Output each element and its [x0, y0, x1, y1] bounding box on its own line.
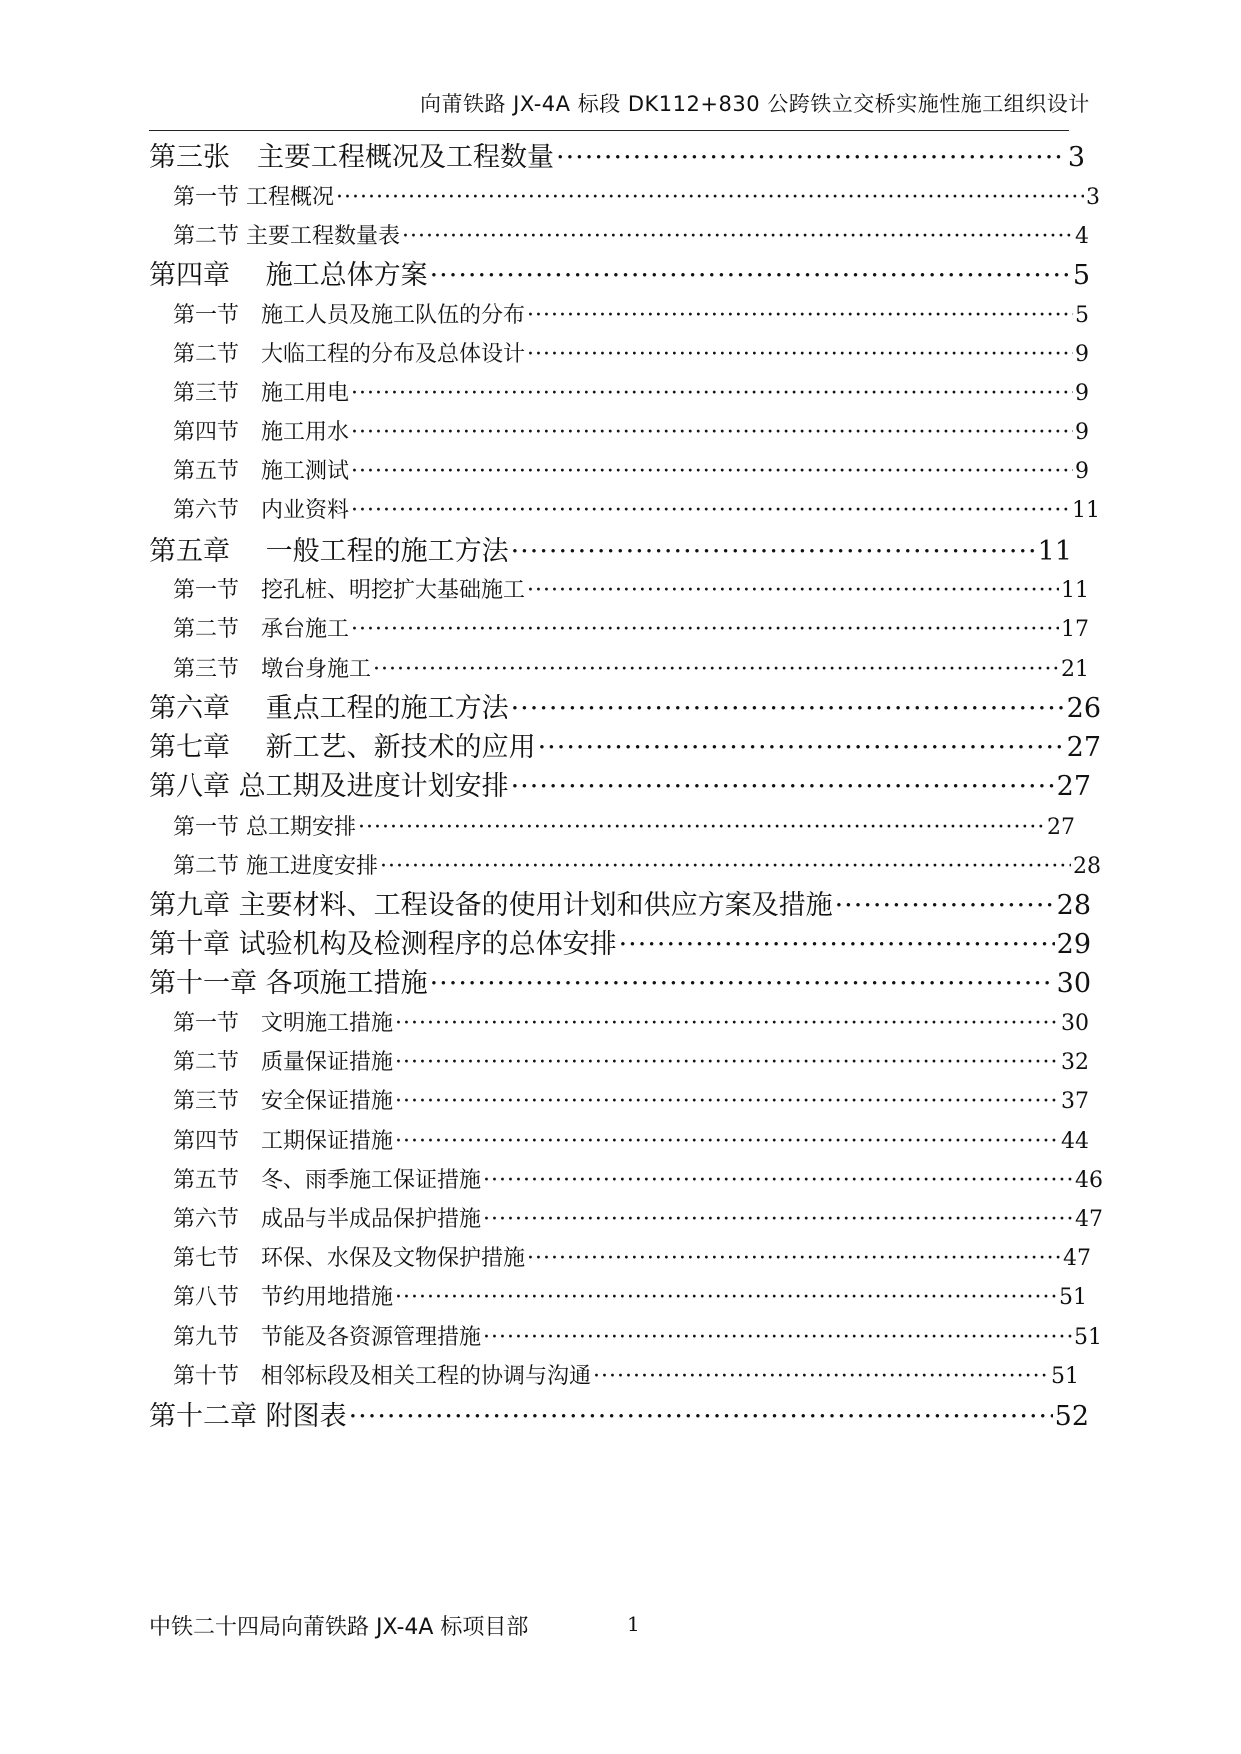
toc-entry-label: 第二节 施工进度安排 — [173, 854, 378, 879]
page-header-title: 向莆铁路 JX-4A 标段 DK112+830 公跨铁立交桥实施性施工组织设计 — [420, 92, 1090, 116]
toc-entry-section[interactable] — [173, 573, 1089, 604]
toc-page-number: 4 — [1075, 224, 1089, 249]
toc-entry-section[interactable] — [173, 219, 1089, 250]
toc-page-number: 51 — [1051, 1364, 1079, 1389]
toc-entry-chapter-7[interactable] — [149, 725, 1101, 764]
toc-entry-label: 第一节 文明施工措施 — [173, 1011, 394, 1036]
toc-dot-leader — [351, 459, 1073, 484]
toc-page-number: 44 — [1061, 1129, 1089, 1154]
toc-entry-section[interactable] — [173, 1084, 1089, 1115]
toc-entry-label: 第二节 质量保证措施 — [173, 1050, 394, 1075]
toc-dot-leader — [351, 381, 1073, 406]
toc-entry-chapter-12[interactable] — [149, 1394, 1089, 1433]
toc-page-number: 9 — [1075, 420, 1089, 445]
toc-page-number: 28 — [1073, 854, 1101, 879]
toc-dot-leader — [402, 224, 1073, 249]
toc-page-number: 47 — [1075, 1207, 1103, 1232]
toc-dot-leader — [373, 657, 1059, 682]
toc-entry-label: 第七章 新工艺、新技术的应用 — [149, 732, 536, 763]
toc-dot-leader — [593, 1364, 1049, 1389]
toc-entry-section[interactable] — [173, 337, 1089, 368]
toc-entry-section[interactable] — [173, 298, 1089, 329]
toc-entry-label: 第二节 承台施工 — [173, 617, 350, 642]
toc-page-number: 26 — [1066, 693, 1101, 724]
toc-page-number: 3 — [1086, 185, 1100, 210]
toc-entry-section[interactable] — [173, 810, 1075, 841]
toc-entry-section[interactable] — [173, 612, 1089, 643]
toc-entry-label: 第九节 节能及各资源管理措施 — [173, 1325, 482, 1350]
toc-dot-leader — [483, 1325, 1072, 1350]
toc-entry-section[interactable] — [173, 180, 1100, 211]
toc-entry-label: 第六节 内业资料 — [173, 498, 350, 523]
toc-page-number: 32 — [1061, 1050, 1089, 1075]
toc-page-number: 9 — [1075, 381, 1089, 406]
toc-entry-label: 第一节 工程概况 — [173, 185, 334, 210]
toc-entry-label: 第十章 试验机构及检测程序的总体安排 — [149, 929, 617, 960]
toc-dot-leader — [483, 1207, 1073, 1232]
toc-page-number: 30 — [1056, 968, 1091, 999]
toc-entry-label: 第六章 重点工程的施工方法 — [149, 693, 509, 724]
toc-entry-label: 第九章 主要材料、工程设备的使用计划和供应方案及措施 — [149, 890, 833, 921]
toc-entry-label: 第三节 施工用电 — [173, 381, 350, 406]
toc-page-number: 52 — [1054, 1401, 1089, 1432]
toc-entry-section[interactable] — [173, 849, 1101, 880]
toc-entry-section[interactable] — [173, 376, 1089, 407]
toc-entry-chapter-6[interactable] — [149, 686, 1101, 725]
toc-entry-label: 第八节 节约用地措施 — [173, 1285, 394, 1310]
toc-dot-leader — [351, 498, 1070, 523]
toc-entry-label: 第四章 施工总体方案 — [149, 260, 428, 291]
toc-page-number: 11 — [1072, 498, 1100, 523]
toc-entry-label: 第五节 施工测试 — [173, 459, 350, 484]
toc-entry-section[interactable] — [173, 1006, 1089, 1037]
toc-dot-leader — [395, 1089, 1059, 1114]
toc-page-number: 37 — [1061, 1089, 1089, 1114]
toc-entry-section[interactable] — [173, 415, 1089, 446]
toc-dot-leader — [527, 578, 1059, 603]
toc-dot-leader — [527, 303, 1073, 328]
toc-entry-section[interactable] — [173, 652, 1089, 683]
toc-entry-chapter-8[interactable] — [149, 764, 1091, 803]
toc-entry-label: 第六节 成品与半成品保护措施 — [173, 1207, 482, 1232]
toc-entry-chapter-4[interactable] — [149, 253, 1090, 292]
toc-entry-section[interactable] — [173, 1202, 1103, 1233]
toc-dot-leader — [395, 1011, 1059, 1036]
toc-entry-section[interactable] — [173, 493, 1100, 524]
toc-entry-label: 第十节 相邻标段及相关工程的协调与沟通 — [173, 1364, 592, 1389]
toc-dot-leader — [395, 1285, 1057, 1310]
toc-entry-chapter-5[interactable] — [149, 529, 1072, 568]
toc-entry-section[interactable] — [173, 1359, 1079, 1390]
footer-organization: 中铁二十四局向莆铁路 JX-4A 标项目部 — [149, 1615, 529, 1640]
toc-dot-leader — [430, 968, 1055, 999]
toc-dot-leader — [349, 1401, 1053, 1432]
toc-page-number: 9 — [1075, 459, 1089, 484]
toc-entry-label: 第一节 总工期安排 — [173, 815, 356, 840]
toc-page-number: 51 — [1059, 1285, 1087, 1310]
toc-dot-leader — [619, 929, 1055, 960]
toc-page-number: 47 — [1063, 1246, 1091, 1271]
toc-entry-section[interactable] — [173, 1280, 1087, 1311]
toc-entry-label: 第二节 主要工程数量表 — [173, 224, 400, 249]
toc-entry-section[interactable] — [173, 1124, 1089, 1155]
toc-entry-chapter-10[interactable] — [149, 922, 1091, 961]
toc-entry-label: 第四节 工期保证措施 — [173, 1129, 394, 1154]
toc-entry-section[interactable] — [173, 1241, 1091, 1272]
toc-entry-chapter-9[interactable] — [149, 883, 1091, 922]
toc-entry-label: 第一节 挖孔桩、明挖扩大基础施工 — [173, 578, 526, 603]
toc-entry-label: 第三节 墩台身施工 — [173, 657, 372, 682]
toc-dot-leader — [556, 142, 1066, 173]
toc-entry-label: 第二节 大临工程的分布及总体设计 — [173, 342, 526, 367]
toc-page-number: 17 — [1061, 617, 1089, 642]
toc-entry-label: 第四节 施工用水 — [173, 420, 350, 445]
toc-dot-leader — [527, 342, 1073, 367]
toc-page-number: 5 — [1072, 260, 1090, 291]
toc-dot-leader — [351, 420, 1073, 445]
toc-dot-leader — [511, 693, 1065, 724]
toc-page-number: 11 — [1061, 578, 1089, 603]
toc-dot-leader — [511, 771, 1055, 802]
toc-entry-label: 第三节 安全保证措施 — [173, 1089, 394, 1114]
toc-page-number: 30 — [1061, 1011, 1089, 1036]
toc-entry-label: 第十一章 各项施工措施 — [149, 968, 428, 999]
toc-dot-leader — [538, 732, 1065, 763]
toc-entry-label: 第三张 主要工程概况及工程数量 — [149, 142, 554, 173]
toc-dot-leader — [336, 185, 1084, 210]
toc-entry-label: 第八章 总工期及进度计划安排 — [149, 771, 509, 802]
footer-page-number: 1 — [627, 1612, 640, 1636]
toc-entry-section[interactable] — [173, 1045, 1089, 1076]
toc-dot-leader — [430, 260, 1071, 291]
toc-page-number: 29 — [1056, 929, 1091, 960]
toc-page-number: 46 — [1075, 1168, 1103, 1193]
toc-page-number: 5 — [1075, 303, 1089, 328]
toc-entry-label: 第一节 施工人员及施工队伍的分布 — [173, 303, 526, 328]
toc-dot-leader — [395, 1129, 1059, 1154]
toc-page-number: 28 — [1056, 890, 1091, 921]
toc-entry-section[interactable] — [173, 1320, 1102, 1351]
toc-page-number: 27 — [1056, 771, 1091, 802]
toc-entry-label: 第五节 冬、雨季施工保证措施 — [173, 1168, 482, 1193]
toc-page-number: 11 — [1037, 536, 1072, 567]
toc-page-number: 51 — [1074, 1325, 1102, 1350]
toc-entry-chapter-3[interactable] — [149, 135, 1085, 174]
toc-dot-leader — [351, 617, 1059, 642]
toc-dot-leader — [358, 815, 1045, 840]
toc-page-number: 3 — [1067, 142, 1085, 173]
toc-dot-leader — [483, 1168, 1073, 1193]
toc-entry-label: 第七节 环保、水保及文物保护措施 — [173, 1246, 526, 1271]
toc-dot-leader — [380, 854, 1071, 879]
toc-entry-label: 第五章 一般工程的施工方法 — [149, 536, 509, 567]
toc-entry-label: 第十二章 附图表 — [149, 1401, 347, 1432]
toc-page-number: 27 — [1047, 815, 1075, 840]
toc-entry-section[interactable] — [173, 1163, 1103, 1194]
toc-dot-leader — [835, 890, 1055, 921]
toc-dot-leader — [395, 1050, 1059, 1075]
toc-page-number: 21 — [1061, 657, 1089, 682]
toc-page-number: 9 — [1075, 342, 1089, 367]
toc-page-number: 27 — [1066, 732, 1101, 763]
toc-entry-chapter-11[interactable] — [149, 961, 1091, 1000]
toc-dot-leader — [511, 536, 1036, 567]
toc-dot-leader — [527, 1246, 1061, 1271]
toc-entry-section[interactable] — [173, 454, 1089, 485]
